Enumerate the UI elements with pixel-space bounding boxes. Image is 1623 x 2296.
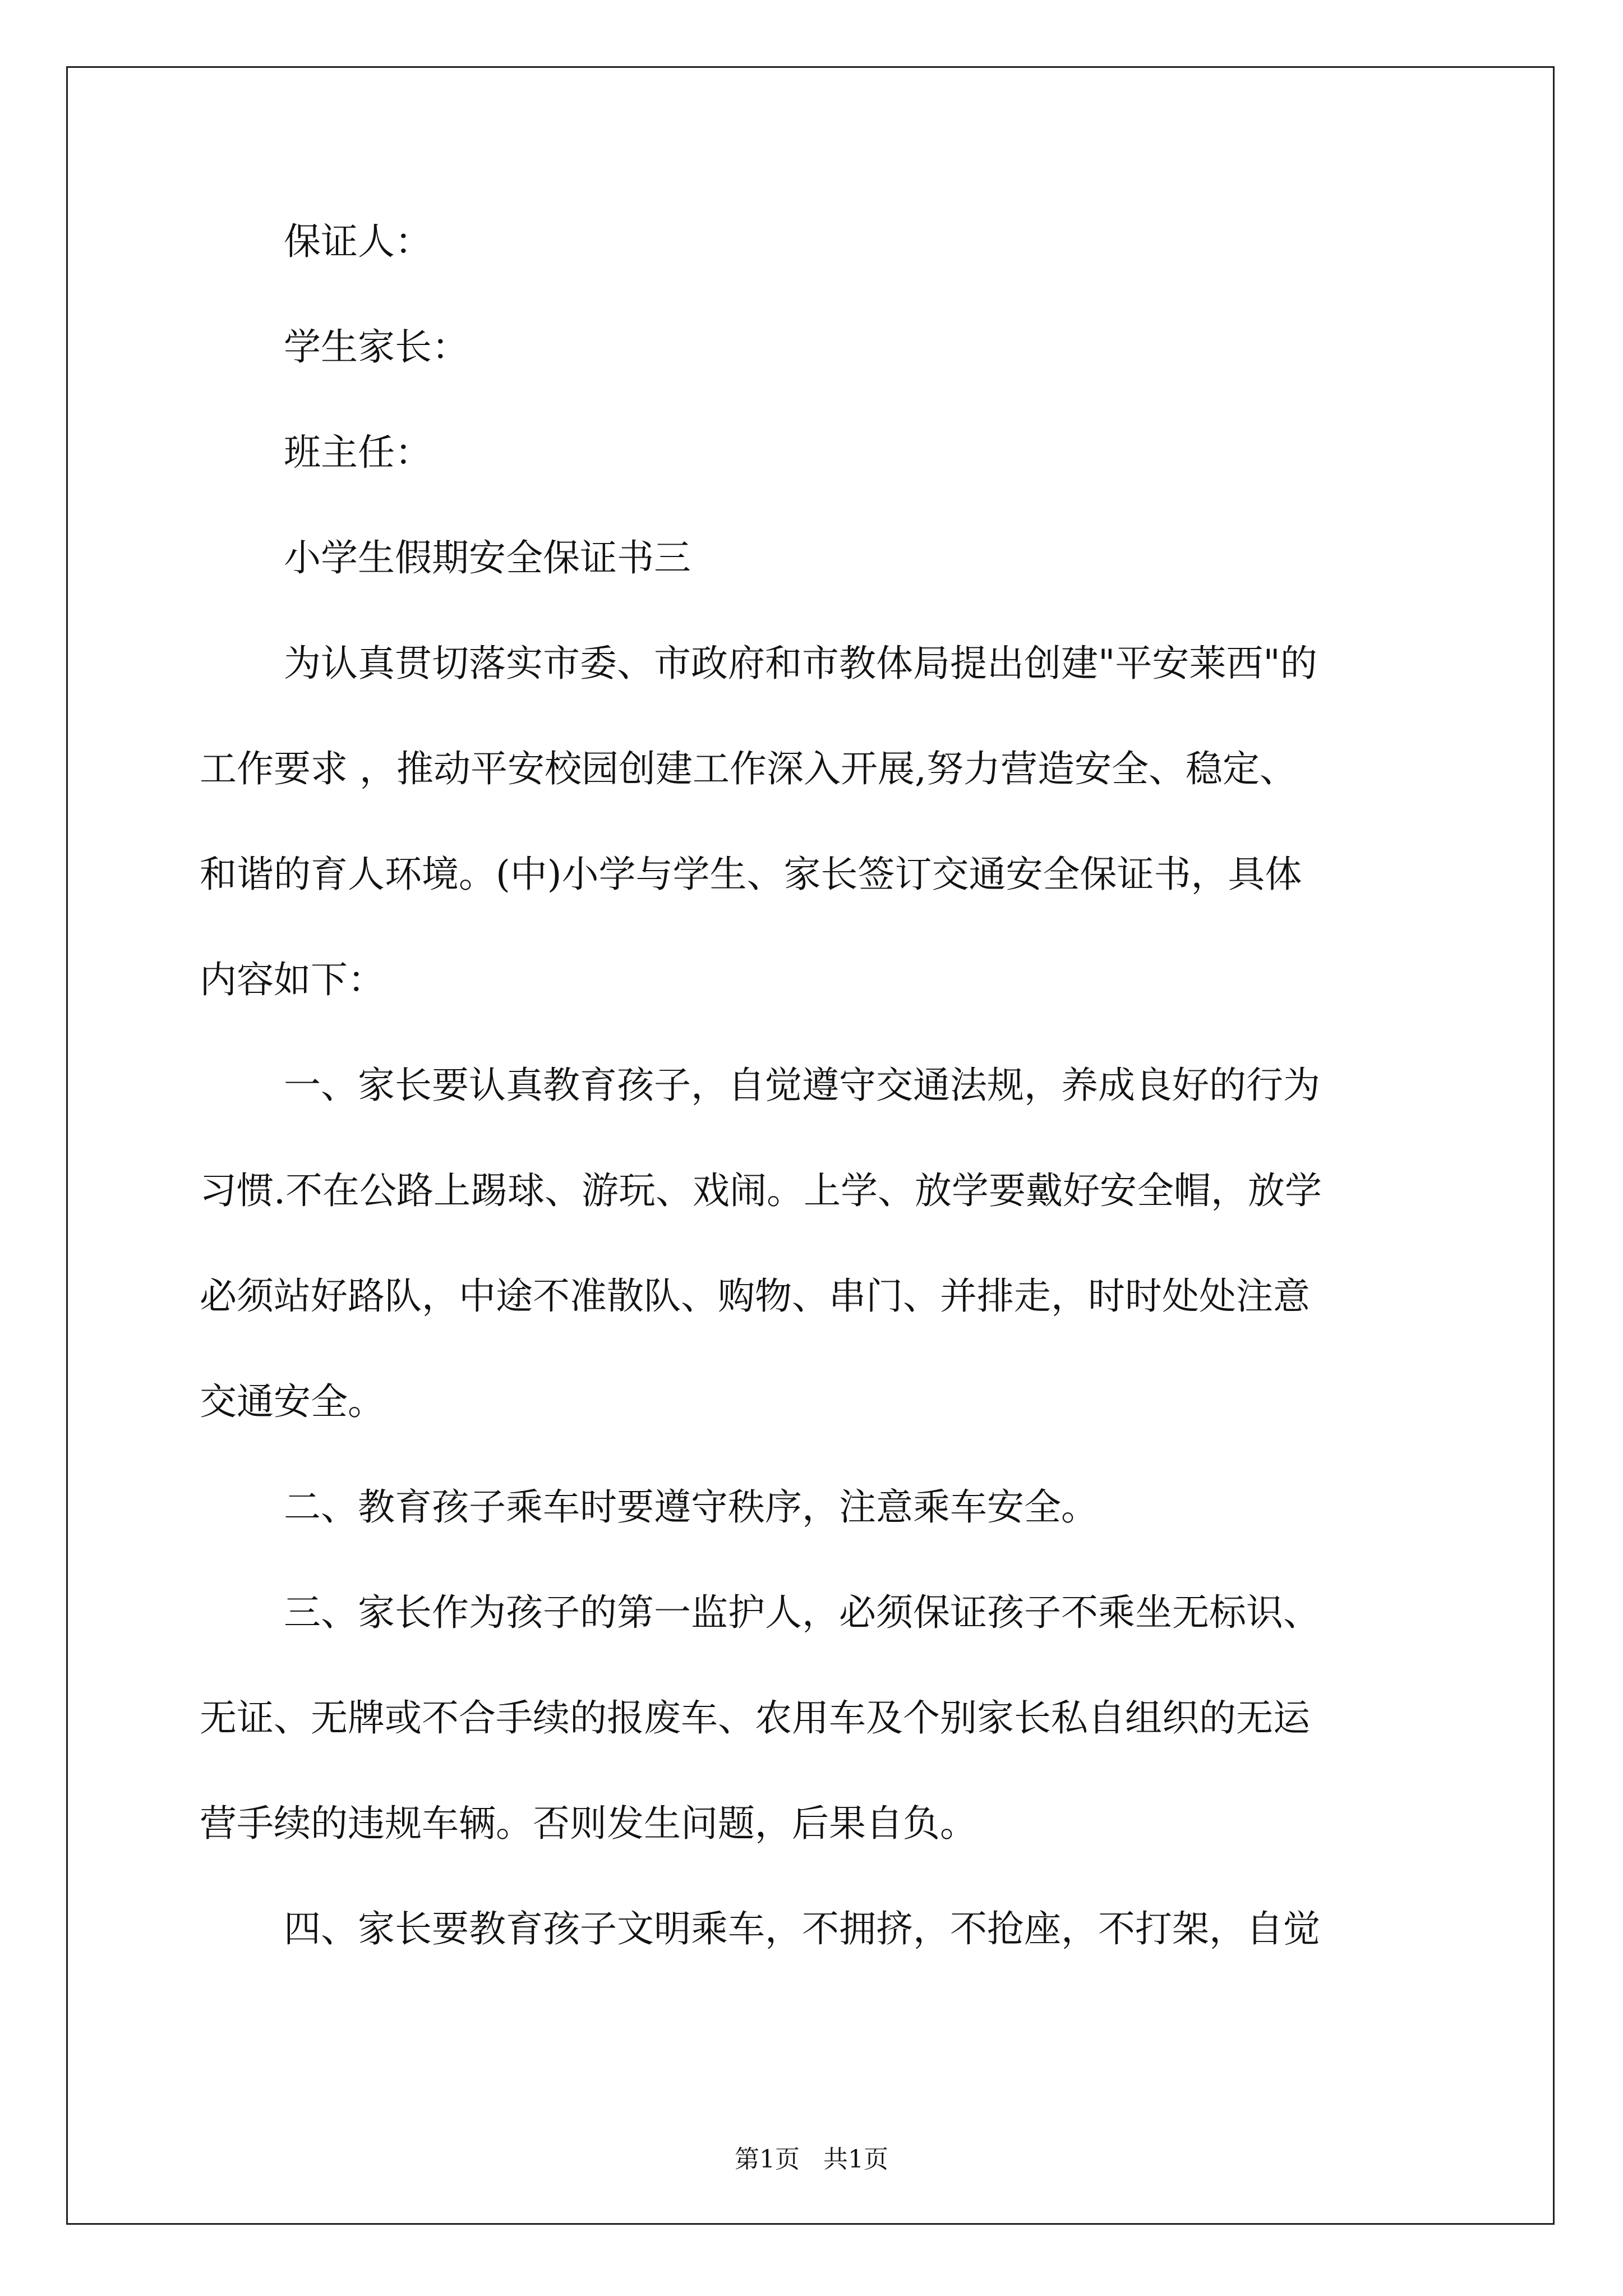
clause-1-line-3: 必须站好路队，中途不准散队、购物、串门、并排走，时时处处注意	[200, 1274, 1310, 1318]
intro-paragraph-line-2: 工作要求 ，推动平安校园创建工作深入开展,努力营造安全、稳定、	[200, 747, 1297, 790]
clause-1-line-1: 一、家长要认真教育孩子，自觉遵守交通法规，养成良好的行为	[284, 1064, 1320, 1107]
page-border	[66, 66, 1555, 2225]
intro-paragraph-line-1: 为认真贯切落实市委、市政府和市教体局提出创建"平安莱西"的	[284, 642, 1317, 685]
clause-1-line-2: 习惯.不在公路上踢球、游玩、戏闹。上学、放学要戴好安全帽，放学	[200, 1169, 1322, 1212]
clause-1-line-4: 交通安全。	[200, 1380, 385, 1423]
clause-3-line-3: 营手续的违规车辆。否则发生问题，后果自负。	[200, 1802, 977, 1845]
guarantor-label: 保证人：	[284, 220, 432, 263]
section-title: 小学生假期安全保证书三	[284, 536, 691, 579]
clause-3-line-1: 三、家长作为孩子的第一监护人，必须保证孩子不乘坐无标识、	[284, 1591, 1320, 1634]
parent-label: 学生家长：	[284, 325, 469, 369]
clause-3-line-2: 无证、无牌或不合手续的报废车、农用车及个别家长私自组织的无运	[200, 1696, 1310, 1740]
clause-2-line-1: 二、教育孩子乘车时要遵守秩序，注意乘车安全。	[284, 1485, 1098, 1529]
intro-paragraph-line-4: 内容如下：	[200, 958, 385, 1001]
teacher-label: 班主任：	[284, 431, 432, 474]
clause-4-line-1: 四、家长要教育孩子文明乘车，不拥挤，不抢座，不打架，自觉	[284, 1907, 1320, 1950]
intro-paragraph-line-3: 和谐的育人环境。(中)小学与学生、家长签订交通安全保证书，具体	[200, 853, 1302, 896]
page-number: 第1页 共1页	[735, 2145, 888, 2174]
